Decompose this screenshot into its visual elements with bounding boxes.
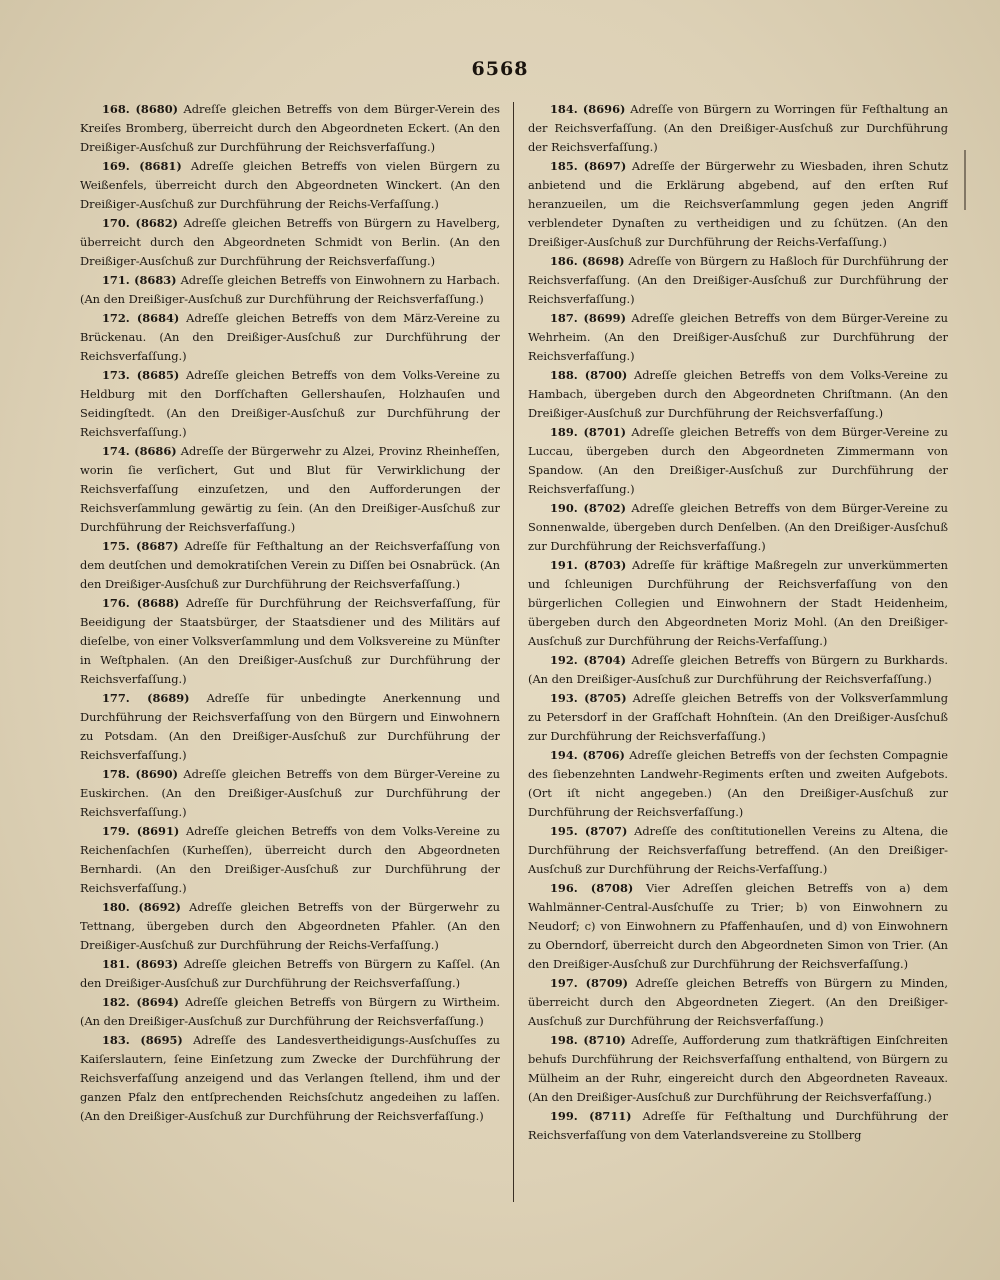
entry-text: Adreſſe gleichen Betreffs von dem Volks-Vereine zu Hambach, übergeben durch den Abgeordneten Chriſtmann. (An den Dreißiger-Ausſchuß zur Durchführung der Reichsverfaſſung.) <box>528 368 948 420</box>
entry-paragraph <box>80 765 500 822</box>
right-column <box>528 100 948 1210</box>
entry-paragraph <box>80 898 500 955</box>
entry-paragraph <box>528 879 948 974</box>
entry-text: Adreſſe gleichen Betreffs von vielen Bürgern zu Weißenfels, überreicht durch den Abgeordneten Winckert. (An den Dreißiger-Ausſchuß zur Durchführung der Reichs-Verfaſſung.) <box>80 159 500 211</box>
entry-text: Adreſſe gleichen Betreffs von der Volksverſammlung zu Petersdorf in der Grafſchaft Hohnſtein. (An den Dreißiger-Ausſchuß zur Durchführung der Reichsverfaſſung.) <box>528 691 948 743</box>
entry-number: 174. (8686) <box>102 444 177 458</box>
entry-number: 190. (8702) <box>550 501 626 515</box>
entry-text: Adreſſe, Aufforderung zum thatkräftigen Einſchreiten behufs Durchführung der Reichsverfaſſung enthaltend, von Bürgern zu Mülheim an der Ruhr, eingereicht durch den Abgeordneten Raveaux. (An den Dreißiger-Ausſchuß zur Durchführung der Reichsverfaſſung.) <box>528 1033 948 1104</box>
entry-text: Adreſſe der Bürgerwehr zu Wiesbaden, ihren Schutz anbietend und die Erklärung abgebend, auf den erſten Ruf heranzueilen, um die Reichsverſammlung gegen jeden Angriff verblendeter Dynaſten zu vertheidigen und zu ſchützen. (An den Dreißiger-Ausſchuß zur Durchführung der Reichs-Verfaſſung.) <box>528 159 948 249</box>
entry-text: Adreſſe für kräftige Maßregeln zur unverkümmerten und ſchleunigen Durchführung der Reichsverfaſſung von den bürgerlichen Collegien und Einwohnern der Stadt Heidenheim, übergeben durch den Abgeordneten Moriz Mohl. (An den Dreißiger-Ausſchuß zur Durchführung der Reichs-Verfaſſung.) <box>528 558 948 648</box>
entry-number: 187. (8699) <box>550 311 626 325</box>
entry-number: 175. (8687) <box>102 539 179 553</box>
entry-number: 185. (8697) <box>550 159 627 173</box>
entry-text: Adreſſe gleichen Betreffs von Bürgern zu Burkhards. (An den Dreißiger-Ausſchuß zur Durchführung der Reichsverfaſſung.) <box>528 653 948 686</box>
entry-number: 176. (8688) <box>102 596 180 610</box>
entry-text: Adreſſe gleichen Betreffs von der Bürgerwehr zu Tettnang, übergeben durch den Abgeordneten Pfahler. (An den Dreißiger-Ausſchuß zur Durchführung der Reichs-Verfaſſung.) <box>80 900 500 952</box>
entry-text: Adreſſe des Landesvertheidigungs-Ausſchuſſes zu Kaiſerslautern, ſeine Einſetzung zum Zwecke der Durchführung der Reichsverfaſſung anzeigend und das Verlangen ſtellend, ihm und der ganzen Pfalz den entſprechenden Reichsſchutz angedeihen zu laſſen. (An den Dreißiger-Ausſchuß zur Durchführung der Reichsverfaſſung.) <box>80 1033 500 1123</box>
entry-text: Adreſſe gleichen Betreffs von Bürgern zu Kaſſel. (An den Dreißiger-Ausſchuß zur Durchführung der Reichsverfaſſung.) <box>80 957 500 990</box>
entry-paragraph <box>80 993 500 1031</box>
entry-text: Adreſſe der Bürgerwehr zu Alzei, Provinz Rheinheſſen, worin ſie verſichert, Gut und Blut für Verwirklichung der Reichsverfaſſung einzuſetzen, und den Aufforderungen der Reichsverſammlung gewärtig zu ſein. (An den Dreißiger-Ausſchuß zur Durchführung der Reichsverfaſſung.) <box>80 444 500 534</box>
entry-number: 195. (8707) <box>550 824 628 838</box>
entry-paragraph <box>528 157 948 252</box>
entry-number: 180. (8692) <box>102 900 181 914</box>
entry-paragraph <box>80 100 500 157</box>
entry-text: Adreſſe gleichen Betreffs von dem Bürger-Vereine zu Luccau, übergeben durch den Abgeordneten Zimmermann von Spandow. (An den Dreißiger-Ausſchuß zur Durchführung der Reichsverfaſſung.) <box>528 425 948 496</box>
entry-paragraph <box>528 100 948 157</box>
entry-number: 181. (8693) <box>102 957 179 971</box>
entry-paragraph <box>528 974 948 1031</box>
entry-number: 188. (8700) <box>550 368 628 382</box>
entry-number: 191. (8703) <box>550 558 627 572</box>
entry-number: 170. (8682) <box>102 216 179 230</box>
entry-number: 179. (8691) <box>102 824 180 838</box>
entry-number: 198. (8710) <box>550 1033 626 1047</box>
entry-text: Adreſſe gleichen Betreffs von der ſechsten Compagnie des ſiebenzehnten Landwehr-Regiments erſten und zweiten Aufgebots. (Ort iſt nicht angegeben.) (An den Dreißiger-Ausſchuß zur Durchführung der Reichsverfaſſung.) <box>528 748 948 819</box>
entry-paragraph <box>80 955 500 993</box>
entry-text: Adreſſe gleichen Betreffs von Einwohnern zu Harbach. (An den Dreißiger-Ausſchuß zur Durchführung der Reichsverfaſſung.) <box>80 273 500 306</box>
entry-text: Adreſſe von Bürgern zu Haßloch für Durchführung der Reichsverfaſſung. (An den Dreißiger-Ausſchuß zur Durchführung der Reichsverfaſſung.) <box>528 254 948 306</box>
entry-number: 193. (8705) <box>550 691 627 705</box>
entry-paragraph <box>528 423 948 499</box>
entry-text: Adreſſe für Feſthaltung und Durchführung der Reichsverfaſſung von dem Vaterlandsvereine zu Stollberg <box>528 1109 948 1142</box>
entry-text: Adreſſe gleichen Betreffs von dem Bürger-Vereine zu Wehrheim. (An den Dreißiger-Ausſchuß zur Durchführung der Reichsverfaſſung.) <box>528 311 948 363</box>
entry-number: 194. (8706) <box>550 748 625 762</box>
entry-paragraph <box>80 594 500 689</box>
entry-paragraph <box>528 1031 948 1107</box>
column-divider <box>513 102 514 1202</box>
entry-paragraph <box>528 252 948 309</box>
entry-number: 169. (8681) <box>102 159 182 173</box>
entry-number: 189. (8701) <box>550 425 626 439</box>
entry-paragraph <box>80 309 500 366</box>
entry-paragraph <box>80 442 500 537</box>
entry-paragraph <box>528 822 948 879</box>
entry-text: Adreſſe von Bürgern zu Worringen für Feſthaltung an der Reichsverfaſſung. (An den Dreißiger-Ausſchuß zur Durchführung der Reichsverfaſſung.) <box>528 102 948 154</box>
entry-text: Adreſſe für Durchführung der Reichsverfaſſung, für Beeidigung der Staatsbürger, der Staatsdiener und des Militärs auf dieſelbe, von einer Volksverſammlung und dem Volksvereine zu Münſter in Weſtphalen. (An den Dreißiger-Ausſchuß zur Durchführung der Reichsverfaſſung.) <box>80 596 500 686</box>
entry-text: Vier Adreſſen gleichen Betreffs von a) dem Wahlmänner-Central-Ausſchuſſe zu Trier; b) von Einwohnern zu Neudorf; c) von Einwohnern zu Pfaffenhauſen, und d) von Einwohnern zu Oberndorf, überreicht durch den Abgeordneten Simon von Trier. (An den Dreißiger-Ausſchuß zur Durchführung der Reichsverfaſſung.) <box>528 881 948 971</box>
entry-number: 171. (8683) <box>102 273 177 287</box>
entry-number: 177. (8689) <box>102 691 190 705</box>
entry-number: 197. (8709) <box>550 976 629 990</box>
entry-paragraph <box>80 214 500 271</box>
left-column <box>80 100 500 1210</box>
entry-paragraph <box>528 366 948 423</box>
entry-text: Adreſſe des conſtitutionellen Vereins zu Altena, die Durchführung der Reichsverfaſſung betreffend. (An den Dreißiger-Ausſchuß zur Durchführung der Reichs-Verfaſſung.) <box>528 824 948 876</box>
margin-mark <box>964 150 966 210</box>
entry-paragraph <box>528 499 948 556</box>
entry-number: 184. (8696) <box>550 102 626 116</box>
entry-paragraph <box>528 1107 948 1145</box>
entry-text: Adreſſe gleichen Betreffs von Bürgern zu Wirtheim. (An den Dreißiger-Ausſchuß zur Durchführung der Reichsverfaſſung.) <box>80 995 500 1028</box>
entry-number: 199. (8711) <box>550 1109 632 1123</box>
entry-text: Adreſſe gleichen Betreffs von dem Bürger-Vereine zu Sonnenwalde, übergeben durch Denſelben. (An den Dreißiger-Ausſchuß zur Durchführung der Reichsverfaſſung.) <box>528 501 948 553</box>
entry-text: Adreſſe gleichen Betreffs von dem Volks-Vereine zu Reichenſachſen (Kurheſſen), überreicht durch den Abgeordneten Bernhardi. (An den Dreißiger-Ausſchuß zur Durchführung der Reichsverfaſſung.) <box>80 824 500 895</box>
entry-text: Adreſſe gleichen Betreffs von dem Bürger-Vereine zu Euskirchen. (An den Dreißiger-Ausſchuß zur Durchführung der Reichsverfaſſung.) <box>80 767 500 819</box>
entry-text: Adreſſe gleichen Betreffs von Bürgern zu Minden, überreicht durch den Abgeordneten Ziegert. (An den Dreißiger-Ausſchuß zur Durchführung der Reichsverfaſſung.) <box>528 976 948 1028</box>
entry-paragraph <box>80 157 500 214</box>
entry-number: 178. (8690) <box>102 767 178 781</box>
entry-number: 182. (8694) <box>102 995 179 1009</box>
entry-text: Adreſſe gleichen Betreffs von Bürgern zu Havelberg, überreicht durch den Abgeordneten Schmidt von Berlin. (An den Dreißiger-Ausſchuß zur Durchführung der Reichsverfaſſung.) <box>80 216 500 268</box>
entry-number: 183. (8695) <box>102 1033 183 1047</box>
entry-paragraph <box>80 689 500 765</box>
entry-number: 196. (8708) <box>550 881 634 895</box>
entry-paragraph <box>80 537 500 594</box>
entry-text: Adreſſe gleichen Betreffs von dem Bürger-Verein des Kreiſes Bromberg, überreicht durch den Abgeordneten Eckert. (An den Dreißiger-Ausſchuß zur Durchführung der Reichsverfaſſung.) <box>80 102 500 154</box>
entry-text: Adreſſe für unbedingte Anerkennung und Durchführung der Reichsverfaſſung von den Bürgern und Einwohnern zu Potsdam. (An den Dreißiger-Ausſchuß zur Durchführung der Reichsverfaſſung.) <box>80 691 500 762</box>
page-number: 6568 <box>471 58 529 80</box>
entry-paragraph <box>528 309 948 366</box>
entry-paragraph <box>528 689 948 746</box>
entry-number: 168. (8680) <box>102 102 179 116</box>
entry-paragraph <box>80 366 500 442</box>
entry-paragraph <box>528 746 948 822</box>
entry-paragraph <box>80 1031 500 1126</box>
entry-number: 172. (8684) <box>102 311 180 325</box>
entry-paragraph <box>80 271 500 309</box>
entry-paragraph <box>528 556 948 651</box>
entry-text: Adreſſe gleichen Betreffs von dem Volks-Vereine zu Heldburg mit den Dorfſchaften Gellershauſen, Holzhauſen und Seidingſtedt. (An den Dreißiger-Ausſchuß zur Durchführung der Reichsverfaſſung.) <box>80 368 500 439</box>
entry-text: Adreſſe gleichen Betreffs von dem März-Vereine zu Brückenau. (An den Dreißiger-Ausſchuß zur Durchführung der Reichsverfaſſung.) <box>80 311 500 363</box>
entry-text: Adreſſe für Feſthaltung an der Reichsverfaſſung von dem deutſchen und demokratiſchen Verein zu Diſſen bei Osnabrück. (An den Dreißiger-Ausſchuß zur Durchführung der Reichsverfaſſung.) <box>80 539 500 591</box>
entry-number: 186. (8698) <box>550 254 625 268</box>
entry-number: 192. (8704) <box>550 653 626 667</box>
entry-paragraph <box>528 651 948 689</box>
entry-paragraph <box>80 822 500 898</box>
entry-number: 173. (8685) <box>102 368 180 382</box>
